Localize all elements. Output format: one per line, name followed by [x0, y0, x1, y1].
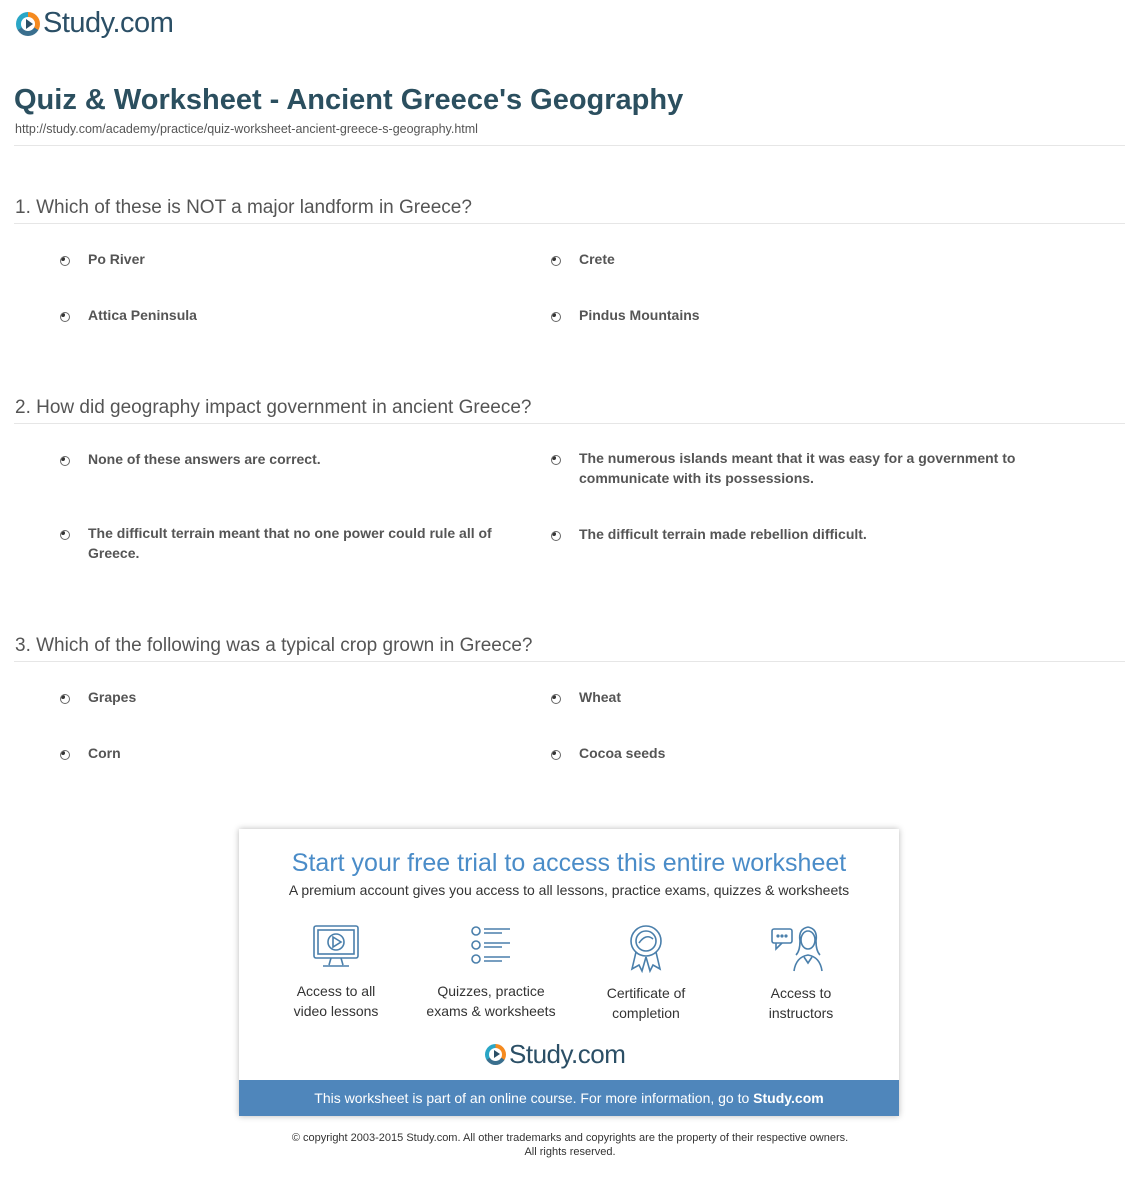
answer-radio[interactable]: [60, 256, 70, 266]
answer-option[interactable]: Grapes: [88, 689, 137, 705]
instructor-icon: [770, 923, 832, 973]
answer-radio[interactable]: [551, 312, 561, 322]
answer-radio[interactable]: [551, 531, 561, 541]
feature-label: Quizzes, practice exams & worksheets: [426, 983, 556, 1019]
page-url: http://study.com/academy/practice/quiz-worksheet-ancient-greece-s-geography.html: [15, 122, 478, 136]
promo-logo-text: Study.com: [509, 1039, 626, 1069]
promo-bar-link[interactable]: Study.com: [753, 1090, 824, 1106]
study-logo[interactable]: [16, 9, 173, 38]
divider: [14, 223, 1125, 224]
question-3: 3. Which of the following was a typical crop grown in Greece?: [15, 635, 533, 656]
answer-radio[interactable]: [551, 455, 561, 465]
answer-option[interactable]: Wheat: [579, 689, 621, 705]
certificate-icon: [621, 923, 671, 973]
page-title: Quiz & Worksheet - Ancient Greece's Geography: [14, 84, 684, 116]
answer-option[interactable]: The difficult terrain made rebellion difficult.: [579, 526, 867, 542]
checklist-icon: [466, 923, 516, 971]
copyright-text: © copyright 2003-2015 Study.com. All other trademarks and copyrights are the property of their respective owners.: [291, 1132, 849, 1144]
answer-radio[interactable]: [551, 694, 561, 704]
answer-radio[interactable]: [551, 750, 561, 760]
promo-title[interactable]: Start your free trial to access this entire worksheet: [291, 849, 847, 877]
question-2: 2. How did geography impact government in ancient Greece?: [15, 397, 532, 418]
feature-certificate: [571, 923, 721, 1023]
answer-option[interactable]: Po River: [88, 251, 145, 267]
answer-radio[interactable]: [60, 694, 70, 704]
answer-radio[interactable]: [60, 312, 70, 322]
feature-instructors: [726, 923, 876, 1023]
study-logo-icon: [16, 12, 40, 36]
feature-label: Access to all video lessons: [293, 983, 379, 1019]
answer-option[interactable]: None of these answers are correct.: [88, 451, 321, 467]
answer-option[interactable]: Crete: [579, 251, 615, 267]
answer-radio[interactable]: [60, 530, 70, 540]
video-lesson-icon: [311, 923, 361, 971]
divider: [14, 423, 1125, 424]
feature-label: Certificate of completion: [606, 985, 686, 1021]
copyright: [0, 1131, 1140, 1159]
promo-subtitle: A premium account gives you access to all lessons, practice exams, quizzes & worksheets: [288, 882, 850, 898]
logo-text: Study.com: [43, 7, 174, 39]
promo-bar-text: This worksheet is part of an online course. For more information, go to: [314, 1090, 754, 1106]
feature-label: Access to instructors: [768, 985, 834, 1021]
feature-video-lessons: [261, 923, 411, 1021]
promo-logo[interactable]: [485, 1041, 625, 1067]
feature-quizzes: [416, 923, 566, 1021]
free-trial-promo: [239, 829, 899, 1116]
divider: [14, 145, 1125, 146]
promo-bar: [239, 1080, 899, 1116]
answer-option[interactable]: Pindus Mountains: [579, 307, 700, 323]
answer-radio[interactable]: [60, 456, 70, 466]
question-1: 1. Which of these is NOT a major landform in Greece?: [15, 197, 472, 218]
rights-text: All rights reserved.: [524, 1146, 616, 1158]
answer-radio[interactable]: [60, 750, 70, 760]
answer-option[interactable]: The numerous islands meant that it was easy for a government to communicate with its possessions.: [579, 450, 1016, 486]
divider: [14, 661, 1125, 662]
answer-option[interactable]: Cocoa seeds: [579, 745, 666, 761]
answer-radio[interactable]: [551, 256, 561, 266]
answer-option[interactable]: Corn: [88, 745, 121, 761]
answer-option[interactable]: The difficult terrain meant that no one power could rule all of Greece.: [88, 525, 492, 561]
study-logo-icon: [485, 1044, 506, 1065]
answer-option[interactable]: Attica Peninsula: [88, 307, 197, 323]
